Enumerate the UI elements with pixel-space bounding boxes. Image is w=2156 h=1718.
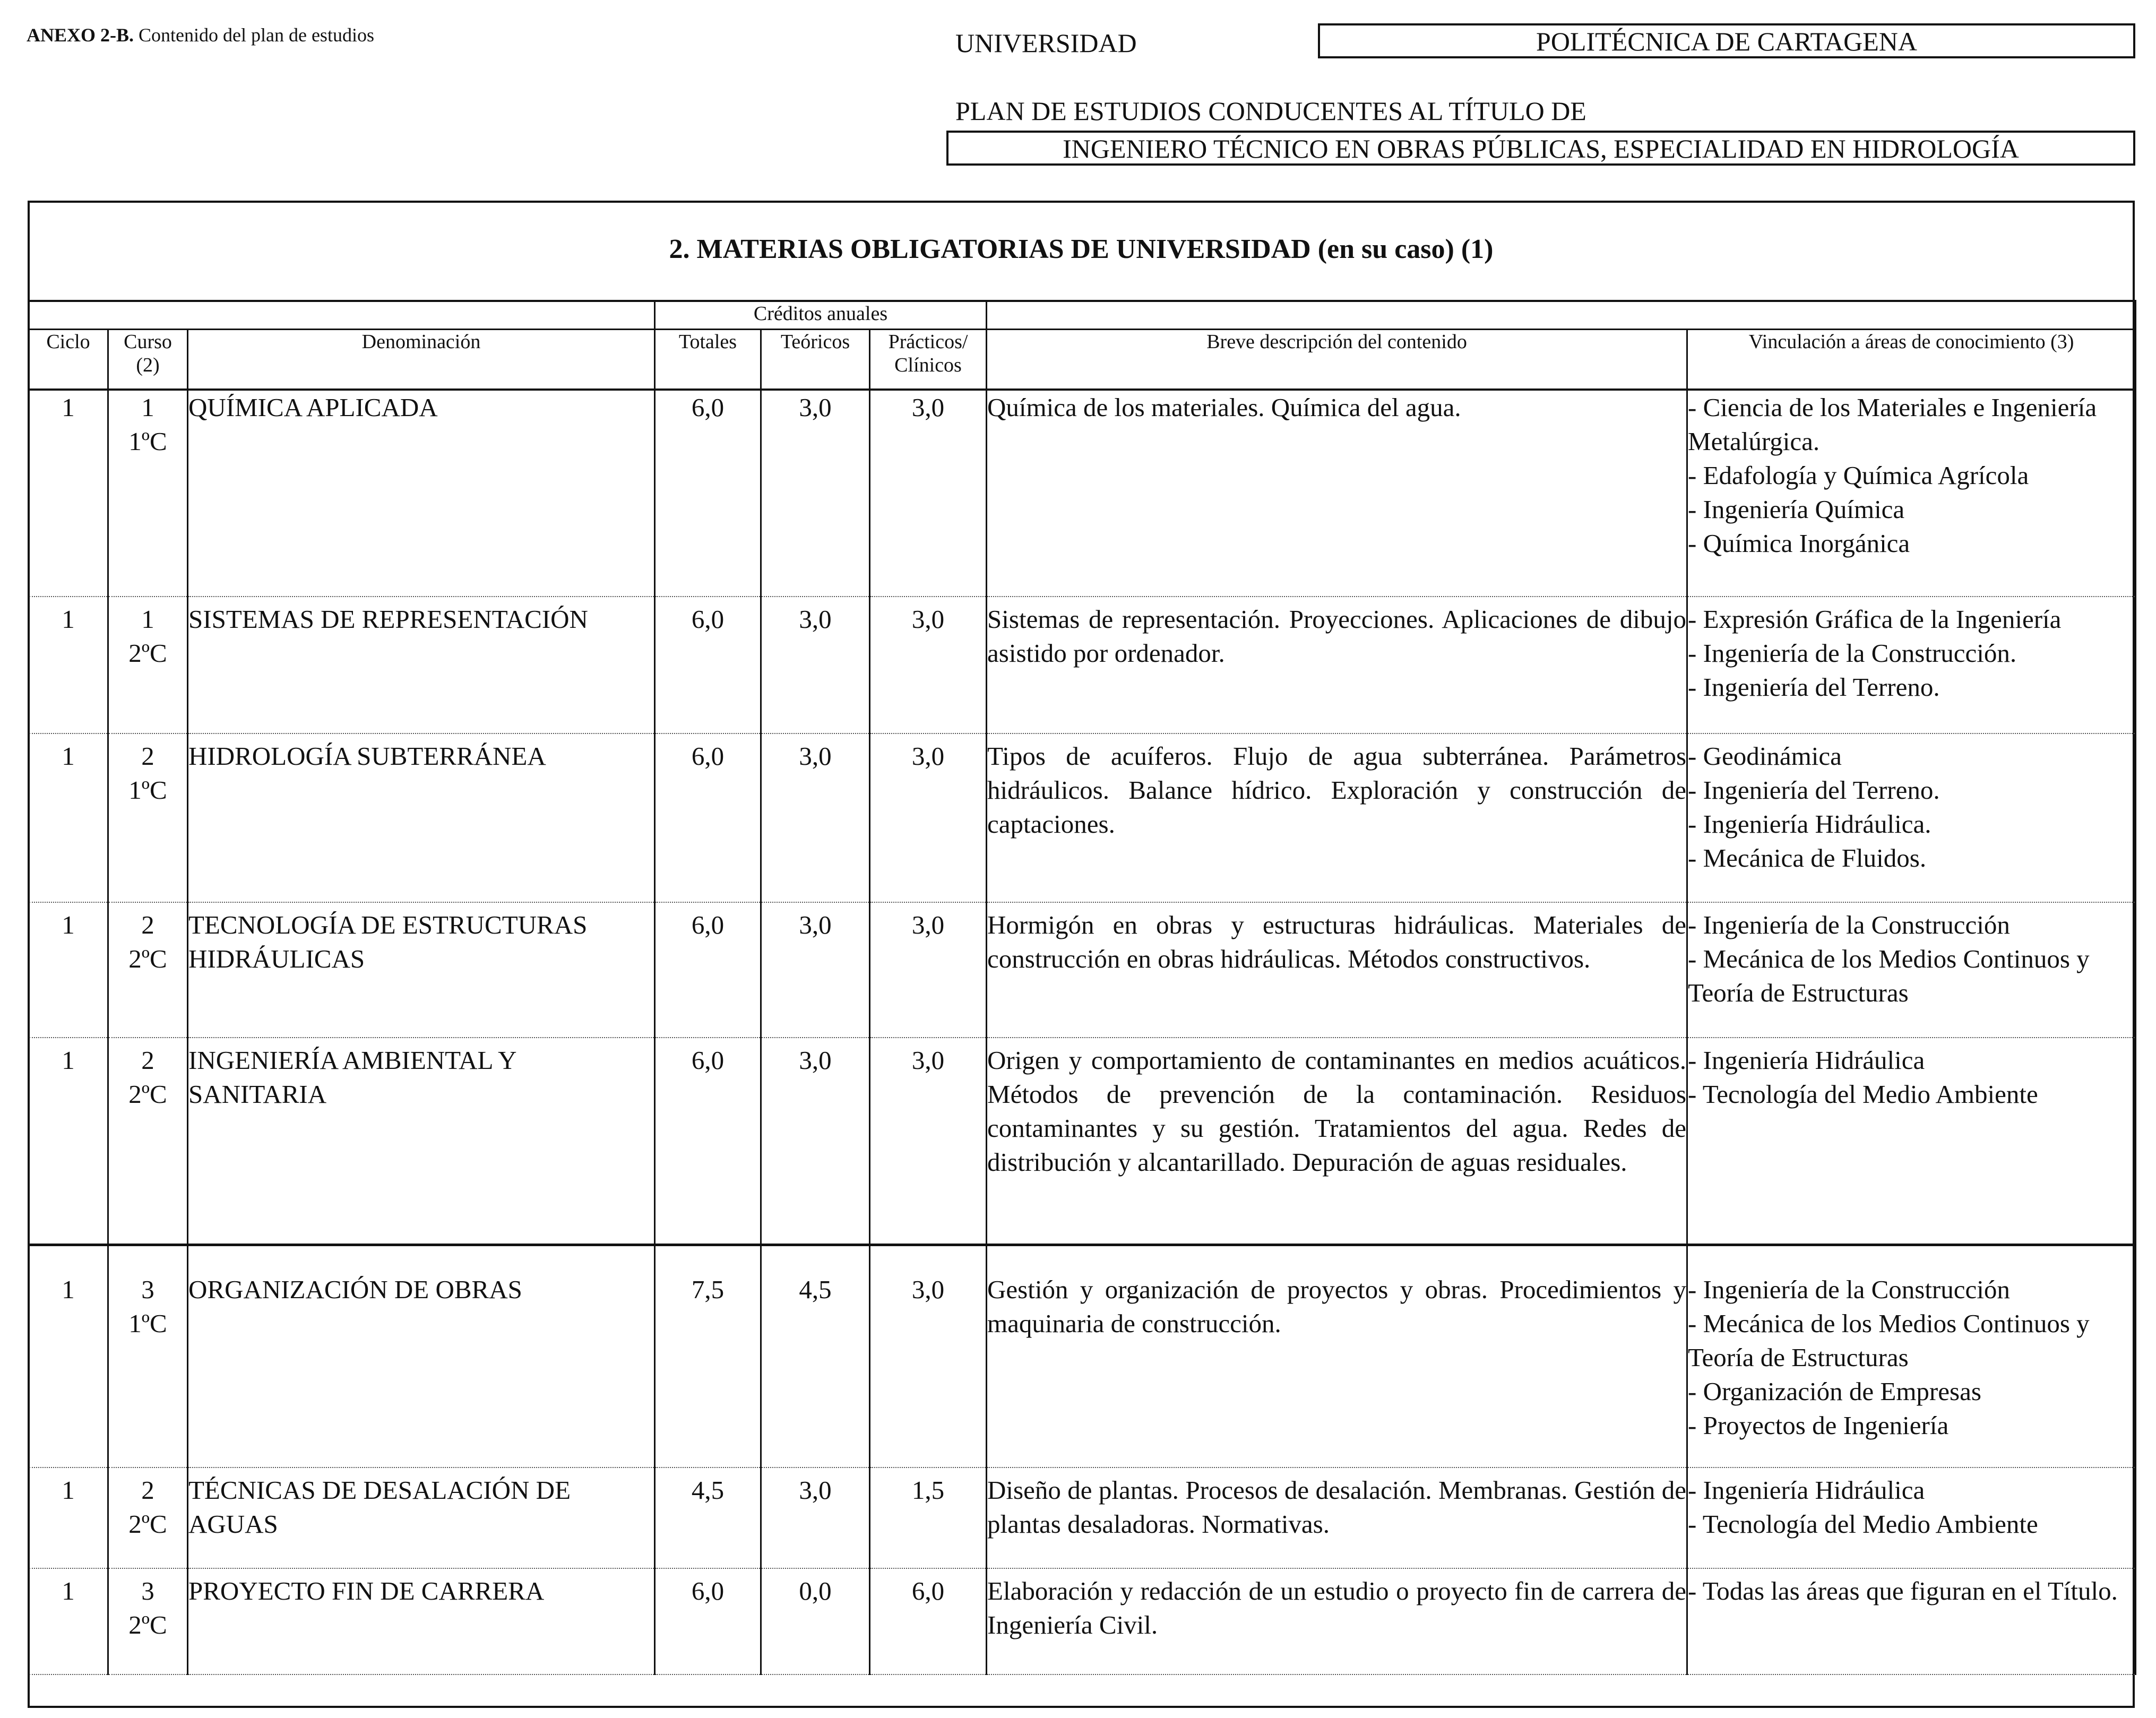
section-title [28, 234, 2135, 265]
area-item: - Ingeniería de la Construcción [1688, 910, 2010, 939]
curso-year: 2 [141, 1046, 154, 1075]
section-title-main: 2. MATERIAS OBLIGATORIAS DE UNIVERSIDAD [669, 234, 1311, 264]
cell-denominacion: QUÍMICA APLICADA [188, 390, 655, 597]
table-row [29, 1245, 2136, 1467]
col-header-denominacion: Denominación [188, 330, 655, 390]
cell-totales: 6,0 [655, 390, 761, 597]
curso-year: 3 [141, 1274, 154, 1304]
cell-practicos: 3,0 [870, 597, 987, 733]
cell-teoricos: 3,0 [761, 597, 870, 733]
cell-curso [108, 1038, 188, 1245]
area-item: - Ingeniería de la Construcción [1688, 1274, 2010, 1304]
area-item: - Expresión Gráfica de la Ingeniería [1688, 605, 2062, 634]
cell-curso [108, 1467, 188, 1568]
curso-year: 2 [141, 741, 154, 771]
cell-curso [108, 597, 188, 733]
curso-term: 2ºC [128, 1080, 167, 1109]
cell-totales: 4,5 [655, 1467, 761, 1568]
cell-denominacion: TECNOLOGÍA DE ESTRUCTURAS HIDRÁULICAS [188, 902, 655, 1038]
cell-totales: 7,5 [655, 1245, 761, 1467]
cell-vinculacion [1687, 1038, 2136, 1245]
cell-teoricos: 3,0 [761, 1038, 870, 1245]
cell-curso [108, 1245, 188, 1467]
cell-practicos: 3,0 [870, 733, 987, 902]
col-header-curso-label: Curso [124, 331, 172, 353]
col-header-curso [108, 330, 188, 390]
degree-title-box: INGENIERO TÉCNICO EN OBRAS PÚBLICAS, ESPECIALIDAD EN HIDROLOGÍA [946, 131, 2135, 166]
cell-ciclo: 1 [29, 902, 108, 1038]
cell-curso [108, 390, 188, 597]
cell-curso [108, 902, 188, 1038]
credits-header: Créditos anuales [655, 301, 987, 330]
cell-vinculacion [1687, 733, 2136, 902]
curso-year: 2 [141, 910, 154, 939]
area-item: - Mecánica de Fluidos. [1688, 843, 1927, 873]
cell-curso [108, 733, 188, 902]
area-item: - Edafología y Química Agrícola [1688, 461, 2029, 490]
table-row [29, 390, 2136, 597]
col-header-descripcion: Breve descripción del contenido [987, 330, 1687, 390]
cell-denominacion: HIDROLOGÍA SUBTERRÁNEA [188, 733, 655, 902]
col-header-practicos-line2: Clínicos [894, 354, 962, 376]
cell-vinculacion [1687, 597, 2136, 733]
cell-teoricos: 0,0 [761, 1568, 870, 1674]
area-item: - Geodinámica [1688, 741, 1842, 771]
university-name-box: POLITÉCNICA DE CARTAGENA [1318, 23, 2135, 58]
curso-term: 1ºC [128, 427, 167, 456]
cell-totales: 6,0 [655, 597, 761, 733]
area-item: - Ingeniería Hidráulica [1688, 1046, 1925, 1075]
cell-teoricos: 3,0 [761, 1467, 870, 1568]
cell-practicos: 3,0 [870, 1245, 987, 1467]
area-item: - Mecánica de los Medios Continuos y Teoría de Estructuras [1688, 1308, 2090, 1372]
col-header-totales: Totales [655, 330, 761, 390]
area-item: - Ingeniería Hidráulica. [1688, 809, 1931, 839]
cell-denominacion: PROYECTO FIN DE CARRERA [188, 1568, 655, 1674]
annex-number: ANEXO 2-B. [27, 24, 134, 46]
annex-heading [27, 24, 374, 46]
curso-term: 2ºC [128, 1509, 167, 1539]
cell-teoricos: 4,5 [761, 1245, 870, 1467]
area-item: - Ingeniería del Terreno. [1688, 775, 1940, 805]
cell-practicos: 1,5 [870, 1467, 987, 1568]
area-item: - Ingeniería de la Construcción. [1688, 638, 2017, 668]
cell-ciclo: 1 [29, 733, 108, 902]
curso-term: 1ºC [128, 775, 167, 805]
cell-denominacion: TÉCNICAS DE DESALACIÓN DE AGUAS [188, 1467, 655, 1568]
cell-descripcion: Hormigón en obras y estructuras hidráulicas. Materiales de construcción en obras hidráulicas. Métodos constructivos. [987, 902, 1687, 1038]
cell-vinculacion [1687, 1245, 2136, 1467]
annex-text: Contenido del plan de estudios [139, 24, 374, 46]
cell-descripcion: Tipos de acuíferos. Flujo de agua subterránea. Parámetros hidráulicos. Balance hídrico. Exploración y construcción de captaciones. [987, 733, 1687, 902]
cell-teoricos: 3,0 [761, 390, 870, 597]
col-header-ciclo: Ciclo [29, 330, 108, 390]
curso-year: 1 [141, 393, 154, 422]
cell-denominacion: SISTEMAS DE REPRESENTACIÓN [188, 597, 655, 733]
cell-vinculacion [1687, 902, 2136, 1038]
cell-ciclo: 1 [29, 597, 108, 733]
cell-practicos: 6,0 [870, 1568, 987, 1674]
cell-vinculacion [1687, 1467, 2136, 1568]
cell-ciclo: 1 [29, 1568, 108, 1674]
area-item: - Proyectos de Ingeniería [1688, 1410, 1949, 1440]
header-spacer-right [987, 301, 2136, 330]
curso-term: 2ºC [128, 638, 167, 668]
area-item: - Tecnología del Medio Ambiente [1688, 1509, 2038, 1539]
table-row [29, 1568, 2136, 1674]
table-row [29, 733, 2136, 902]
header-row-credits [29, 301, 2136, 330]
area-item: - Ciencia de los Materiales e Ingeniería Metalúrgica. [1688, 393, 2097, 456]
cell-curso [108, 1568, 188, 1674]
cell-descripcion: Gestión y organización de proyectos y obras. Procedimientos y maquinaria de construcción. [987, 1245, 1687, 1467]
cell-denominacion: INGENIERÍA AMBIENTAL Y SANITARIA [188, 1038, 655, 1245]
area-item: - Química Inorgánica [1688, 529, 1910, 558]
cell-practicos: 3,0 [870, 1038, 987, 1245]
cell-ciclo: 1 [29, 1245, 108, 1467]
area-item: - Ingeniería Química [1688, 495, 1905, 524]
study-plan-label: PLAN DE ESTUDIOS CONDUCENTES AL TÍTULO DE [955, 96, 1586, 126]
cell-totales: 6,0 [655, 902, 761, 1038]
university-label: UNIVERSIDAD [955, 28, 1137, 58]
cell-vinculacion [1687, 1568, 2136, 1674]
cell-totales: 6,0 [655, 1038, 761, 1245]
table-row [29, 902, 2136, 1038]
cell-ciclo: 1 [29, 390, 108, 597]
table-row [29, 1467, 2136, 1568]
cell-descripcion: Origen y comportamiento de contaminantes en medios acuáticos. Métodos de prevención de la contaminación. Residuos contaminantes y su gestión. Tratamientos del agua. Redes de distribución y alcantarillado. Depuración de aguas residuales. [987, 1038, 1687, 1245]
curso-year: 2 [141, 1475, 154, 1505]
col-header-practicos [870, 330, 987, 390]
area-item: - Tecnología del Medio Ambiente [1688, 1080, 2038, 1109]
cell-ciclo: 1 [29, 1038, 108, 1245]
area-item: - Ingeniería Hidráulica [1688, 1475, 1925, 1505]
col-header-practicos-line1: Prácticos/ [888, 331, 968, 353]
area-item: - Ingeniería del Terreno. [1688, 672, 1940, 702]
col-header-teoricos: Teóricos [761, 330, 870, 390]
curso-year: 3 [141, 1576, 154, 1605]
curso-term: 2ºC [128, 1610, 167, 1639]
cell-descripcion: Elaboración y redacción de un estudio o proyecto fin de carrera de Ingeniería Civil. [987, 1568, 1687, 1674]
col-header-curso-note: (2) [136, 354, 160, 376]
cell-ciclo: 1 [29, 1467, 108, 1568]
subjects-table [28, 300, 2136, 1675]
table-row [29, 597, 2136, 733]
cell-totales: 6,0 [655, 733, 761, 902]
area-item: - Organización de Empresas [1688, 1376, 1981, 1406]
cell-teoricos: 3,0 [761, 733, 870, 902]
cell-descripcion: Diseño de plantas. Procesos de desalación. Membranas. Gestión de plantas desaladoras. Normativas. [987, 1467, 1687, 1568]
cell-denominacion: ORGANIZACIÓN DE OBRAS [188, 1245, 655, 1467]
cell-teoricos: 3,0 [761, 902, 870, 1038]
table-row [29, 1038, 2136, 1245]
cell-totales: 6,0 [655, 1568, 761, 1674]
header-row-columns [29, 330, 2136, 390]
cell-practicos: 3,0 [870, 902, 987, 1038]
area-item: - Mecánica de los Medios Continuos y Teoría de Estructuras [1688, 944, 2090, 1007]
cell-vinculacion [1687, 390, 2136, 597]
cell-practicos: 3,0 [870, 390, 987, 597]
curso-term: 1ºC [128, 1308, 167, 1338]
section-title-suffix: (en su caso) (1) [1317, 234, 1494, 264]
curso-year: 1 [141, 605, 154, 634]
header-spacer-left [29, 301, 655, 330]
cell-descripcion: Sistemas de representación. Proyecciones. Aplicaciones de dibujo asistido por ordenador. [987, 597, 1687, 733]
curso-term: 2ºC [128, 944, 167, 973]
area-item: - Todas las áreas que figuran en el Título. [1688, 1576, 2118, 1605]
cell-descripcion: Química de los materiales. Química del agua. [987, 390, 1687, 597]
col-header-vinculacion: Vinculación a áreas de conocimiento (3) [1687, 330, 2136, 390]
